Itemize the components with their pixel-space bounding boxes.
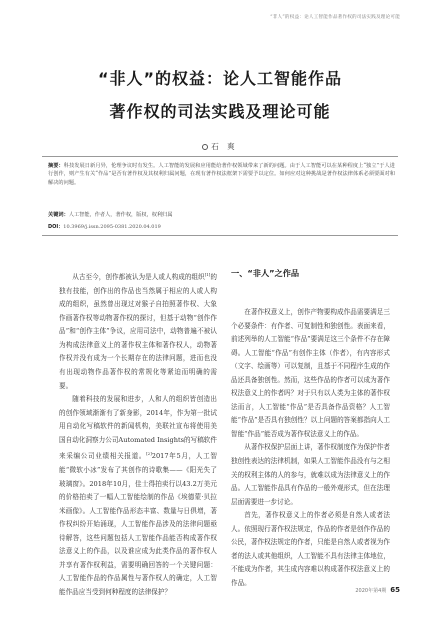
article-title-line-1: “非人”的权益：论人工智能作品	[97, 69, 343, 88]
doi-link[interactable]: 10.3969/j.issn.2095-0381.2020.04.019	[63, 224, 161, 230]
paragraph	[59, 268, 217, 393]
keywords-label: 关键词：	[48, 212, 69, 218]
abstract-rule	[42, 235, 398, 236]
author-mark-icon	[202, 144, 208, 150]
page-footer	[355, 586, 400, 594]
keywords	[48, 211, 395, 219]
keywords-text: 人工智能，作者人，著作权，版权，权利归属	[68, 212, 173, 218]
abstract-label: 摘要：	[48, 163, 64, 169]
paragraph: 在著作权意义上，创作产物要构成作品需要满足三个必要条件：有作者、可复制性和独创性。表面来看，前述列举的人工智能“作品”要满足这三个条件不存在障碍。人工智能“作品”有创作主体（作者），有内容形式（文字、绘画等）可以复制，且基于不同程序生成的作品还具备独创性。然而，这些作品的作者可以成为著作权法意义上的作者吗？对于只有以人类为主体的著作权法而言，人工智能“作品”是否具备作品资格？人工智能“作品”是否具有独创性？以上问题的答案都指向人工智能“作品”能否成为著作权法意义上的作品。	[231, 308, 390, 438]
abstract-text: 科技发展日新月异，伦理争议时有发生。人工智能的发展和应用能给著作权领域带来了新的问题。由于人工智能可以在某种程度上“独立”于人进行创作，则产生有关“作品”是否有著作权及其权利归属问题，在现有著作权法框架下需要予以定位。如何应对这种挑战是著作权法律体系必须要面对和解决的问题。	[48, 163, 395, 186]
paragraph-text-continued: 的独有技能，创作出的作品也当然属于相应的人或人构成的组织，虽然曾出现过对猴子自拍照著作权、大象作画著作权等动物著作权的探讨，但基于动物“创作作品”和“创作主体”争议，应用司法中，动物普遍不被认为构成法律意义上的著作权主体和著作权人，动物著作权并没有成为一个长期存在的法律问题，进而也没有出现动物作品著作权的常规化等紧迫而明确的需要。	[59, 273, 218, 390]
doi-label: DOI：	[48, 224, 64, 230]
running-head: “非人”的权益：论人工智能作品著作权的司法实践及理论可能	[270, 15, 400, 20]
paragraph: 首先，著作权意义上的作者必须是自然人或者法人。依照现行著作权法规定，作品的作者是创作作品的公民，著作权法规定的作者，只能是自然人或者视为作者的法人或其他组织，人工智能不具有法律主体地位，不能成为作者，其生成内容难以构成著作权法意义上的作品。	[231, 511, 390, 587]
body-left-column	[59, 268, 217, 600]
body-right-column	[231, 306, 390, 590]
paragraph-text: 随着科技的发展和进步，人和人的组织皆创造出的创作领域渐渐有了新身影，2014年，作为第一批试用自动化写稿软件的新闻机构，美联社宣布将使用美国自动化洞察力公司Automated Insights的写稿软件来采编公司业绩相关报道。	[59, 395, 217, 461]
abstract	[48, 162, 395, 187]
paragraph	[59, 393, 217, 599]
paragraph-text: 从古至今，创作都被认为是人或人构成的组织	[72, 273, 205, 282]
section-heading: 一、“非人”之作品	[231, 268, 300, 278]
header-rule	[42, 156, 398, 157]
author-line	[0, 141, 440, 152]
citation-mark[interactable]: [1]	[204, 272, 211, 277]
paragraph-text-continued: 2017年5月，人工智能“微软小冰”发布了其创作的诗歌集——《阳光失了玻璃窗》。2018年10月，佳士得拍卖行以43.2万美元的价格拍卖了一幅人工智能绘制的作品《埃德蒙·贝拉米画像》。人工智能作品形态丰富、数量与日俱增，著作权纠纷开始涌现，人工智能作品涉及的法律问题亟待解答，这些问题包括人工智能作品能否构成著作权法意义上的作品，以及谁应成为此类作品的著作权人并享有著作权利益，需要明确回答的一个关键问题：人工智能作品的作品属性与著作权人的确定，人工智能作品应当受到何种程度的法律保护？	[59, 452, 217, 596]
author-name: 石 爽	[211, 142, 238, 151]
citation-mark[interactable]: [2]	[146, 451, 152, 457]
page-number: 65	[390, 586, 400, 594]
article-title-line-2: 著作权的司法实践及理论可能	[109, 102, 331, 121]
doi	[48, 223, 395, 231]
paragraph: 从著作权保护层面上讲，著作权制度作为保护作者独创性表达的法律机制，如果人工智能作品没有与之相关的权利主体的人的参与，就难以成为法律意义上的作品。人工智能作品具有作品的一般外观形式，但在法理层面需要进一步讨论。	[231, 443, 390, 506]
issue-label: 2020年第4期	[355, 588, 387, 594]
